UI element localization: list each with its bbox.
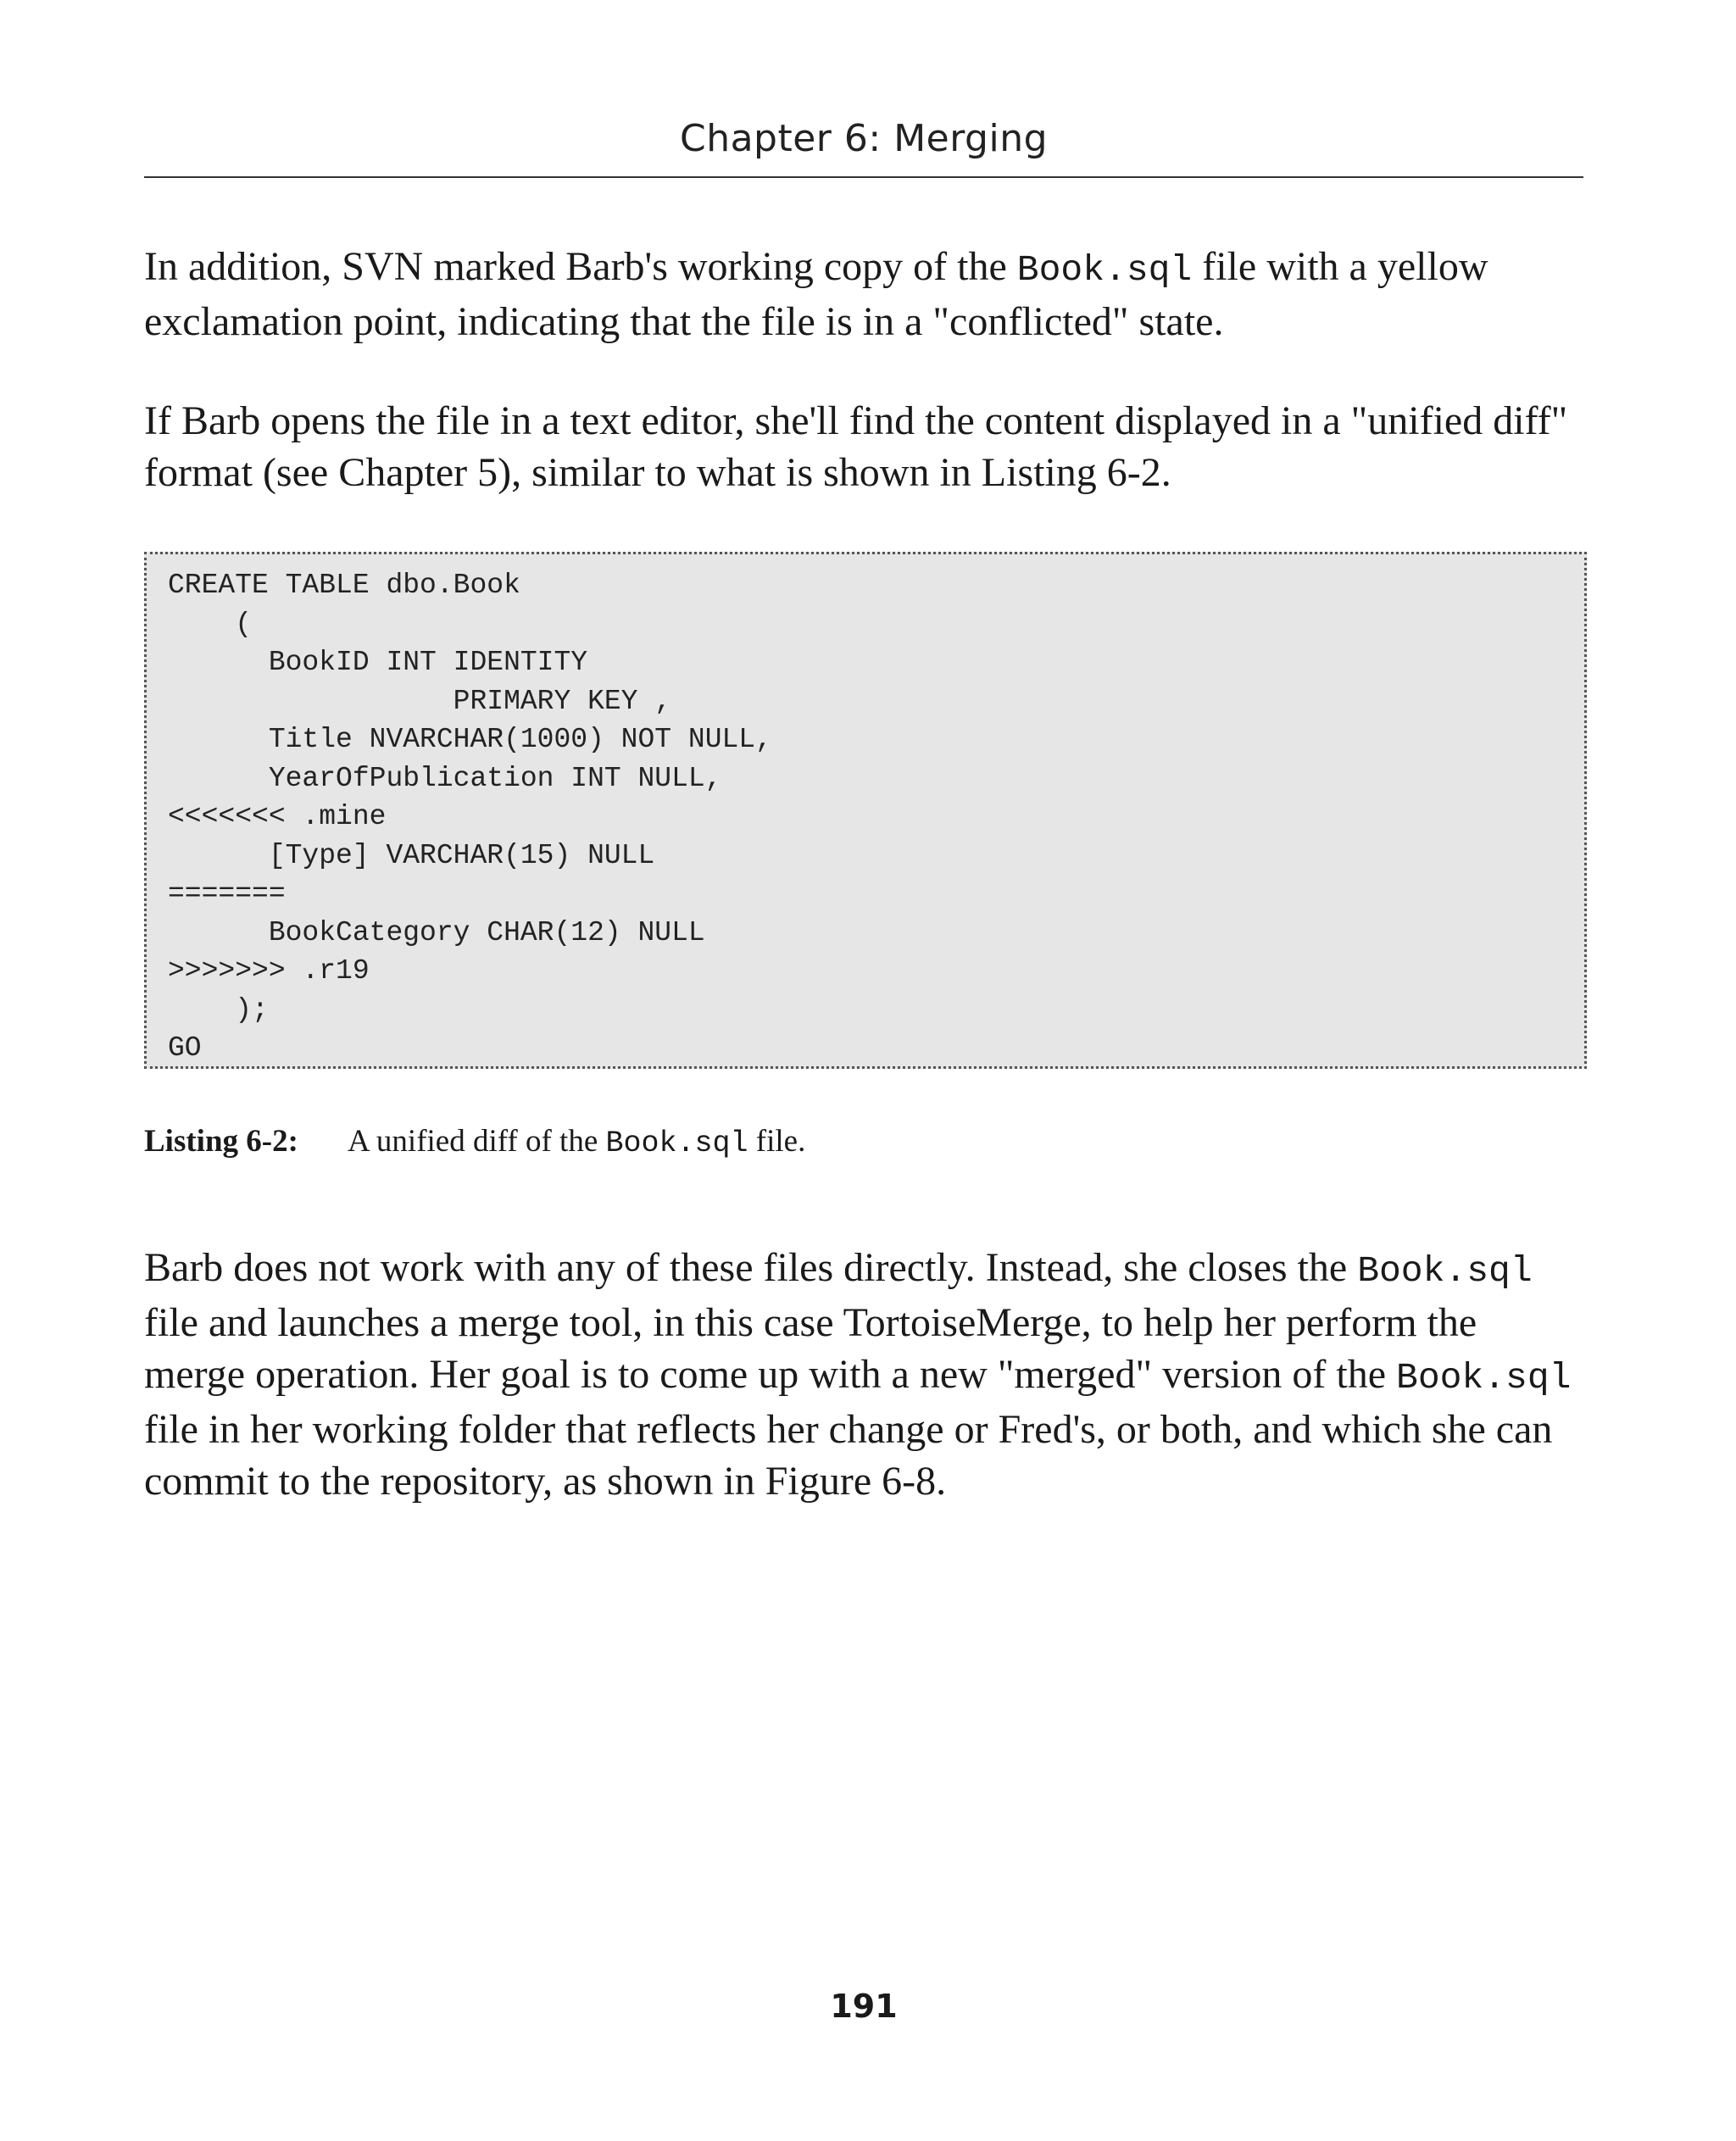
caption-label: Listing 6-2: <box>144 1124 298 1159</box>
conflict-marker-mine: <<<<<<< .mine <box>168 801 387 832</box>
code-line: ); <box>168 993 269 1026</box>
paragraph-unified-diff: If Barb opens the file in a text editor, she'll find the content displayed in a "unified diff" format (see Chapter 5), similar to what is shown in Listing 6-2. <box>144 398 1568 495</box>
code-line: YearOfPublication INT NULL, <box>168 762 722 794</box>
conflict-separator: ======= <box>168 878 286 909</box>
paragraph-merge-tool <box>144 1242 1583 1507</box>
code-line: CREATE TABLE dbo.Book <box>168 570 520 601</box>
code-line: ( <box>168 608 253 640</box>
code-line: BookID INT IDENTITY <box>168 647 588 678</box>
code-line: Title NVARCHAR(1000) NOT NULL, <box>168 724 772 755</box>
paragraph-text: Barb does not work with any of these files directly. Instead, she closes the <box>144 1245 1358 1290</box>
code-line: PRIMARY KEY , <box>168 685 672 717</box>
paragraph-text: file in her working folder that reflects her change or Fred's, or both, and which she can commit to the repository, as shown in Figure 6-8. <box>144 1407 1553 1504</box>
conflict-marker-theirs: >>>>>>> .r19 <box>168 955 370 987</box>
code-listing <box>144 552 1587 1069</box>
paragraph-conflicted-state <box>144 241 1583 348</box>
inline-code-filename: Book.sql <box>1016 249 1193 291</box>
listing-caption <box>144 1121 1583 1164</box>
header-rule <box>144 176 1583 178</box>
running-header: Chapter 6: Merging <box>679 117 1049 160</box>
code-line: GO <box>168 1032 202 1064</box>
inline-code-filename: Book.sql <box>605 1126 748 1160</box>
paragraph-text: In addition, SVN marked Barb's working copy of the <box>144 244 1017 289</box>
inline-code-filename: Book.sql <box>1357 1250 1533 1292</box>
code-line: [Type] VARCHAR(15) NULL <box>168 839 655 871</box>
page-number: 191 <box>830 1988 898 2025</box>
caption-text: file. <box>748 1124 806 1159</box>
paragraph-text: file with a yellow exclamation point, indicating that the file is in a "conflicted" state. <box>144 244 1488 344</box>
inline-code-filename: Book.sql <box>1396 1357 1572 1399</box>
code-line: BookCategory CHAR(12) NULL <box>168 916 705 948</box>
paragraph-text: file and launches a merge tool, in this case TortoiseMerge, to help her perform the merge operation. Her goal is to come up with a new "merged" version of the <box>144 1300 1477 1397</box>
caption-text: A unified diff of the <box>348 1124 606 1159</box>
